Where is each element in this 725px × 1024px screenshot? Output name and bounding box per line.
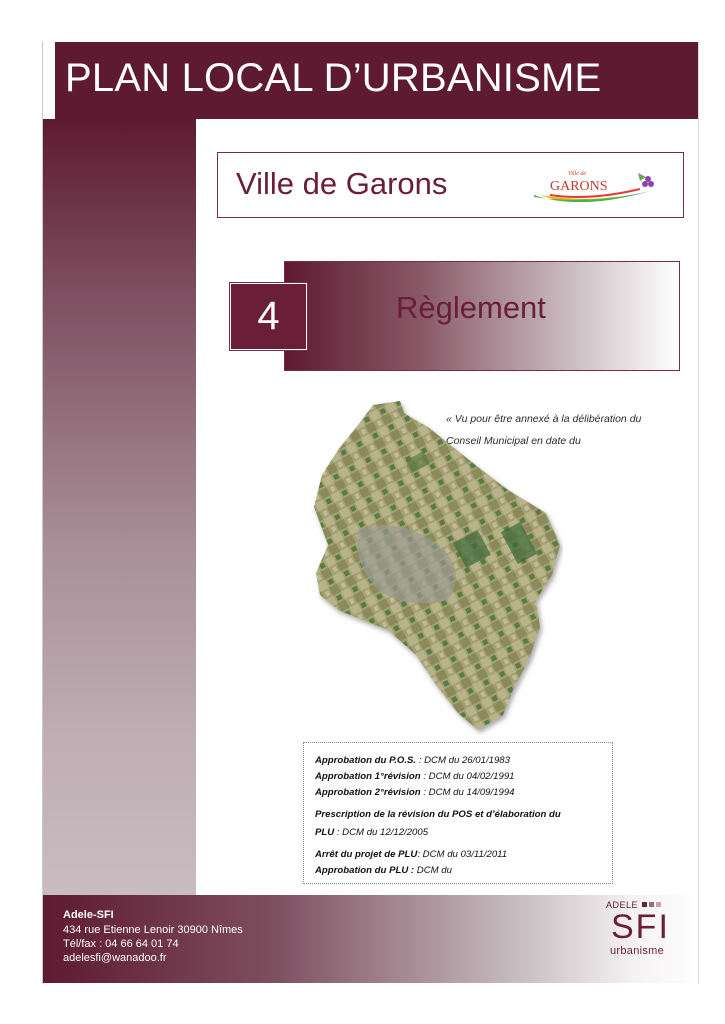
sfi-logo-sub: urbanisme [610,945,665,957]
logo-square-icon [649,902,654,907]
side-gradient-panel [43,119,196,895]
frame-right-rule [698,42,699,984]
company-address: 434 rue Etienne Lenoir 30900 Nîmes [63,924,243,936]
garons-logo [530,165,658,207]
company-name: Adele-SFI [63,909,114,921]
company-phone: Tél/fax : 04 66 64 01 74 [63,938,179,950]
annex-note-line1: « Vu pour être annexé à la délibération du [446,413,642,425]
approval-row: Arrêt du projet de PLU: DCM du 03/11/2011 [315,849,508,860]
approval-row: PLU : DCM du 12/12/2005 [315,827,429,838]
company-email[interactable]: adelesfi@wanadoo.fr [63,952,167,964]
annex-note-line2: Conseil Municipal en date du [446,435,581,447]
aerial-map-image [308,395,563,735]
logo-text: GARONS [550,179,608,194]
logo-square-icon [656,902,661,907]
city-name: Ville de Garons [236,166,448,201]
approvals-box [303,742,613,884]
sfi-logo-top: ADELE [606,900,639,910]
approval-row: Approbation du P.O.S. : DCM du 26/01/1983 [315,755,510,766]
footer-band [43,895,698,983]
approval-row: Approbation du PLU : DCM du [315,865,452,876]
section-number: 4 [230,283,307,350]
city-box [217,152,684,218]
sfi-logo-main: SFI [611,908,670,946]
section-title: Règlement [396,290,546,325]
page-title: PLAN LOCAL D’URBANISME [65,56,602,100]
logo-square-icon [642,902,647,907]
logo-small-text: Ville de [568,171,587,177]
approval-row: Approbation 2°révision : DCM du 14/09/1994 [315,787,515,798]
title-banner [55,42,698,119]
adele-sfi-logo [606,900,686,962]
approval-row: Prescription de la révision du POS et d’élaboration du [315,809,561,820]
approval-row: Approbation 1°révision : DCM du 04/02/1991 [315,771,515,782]
